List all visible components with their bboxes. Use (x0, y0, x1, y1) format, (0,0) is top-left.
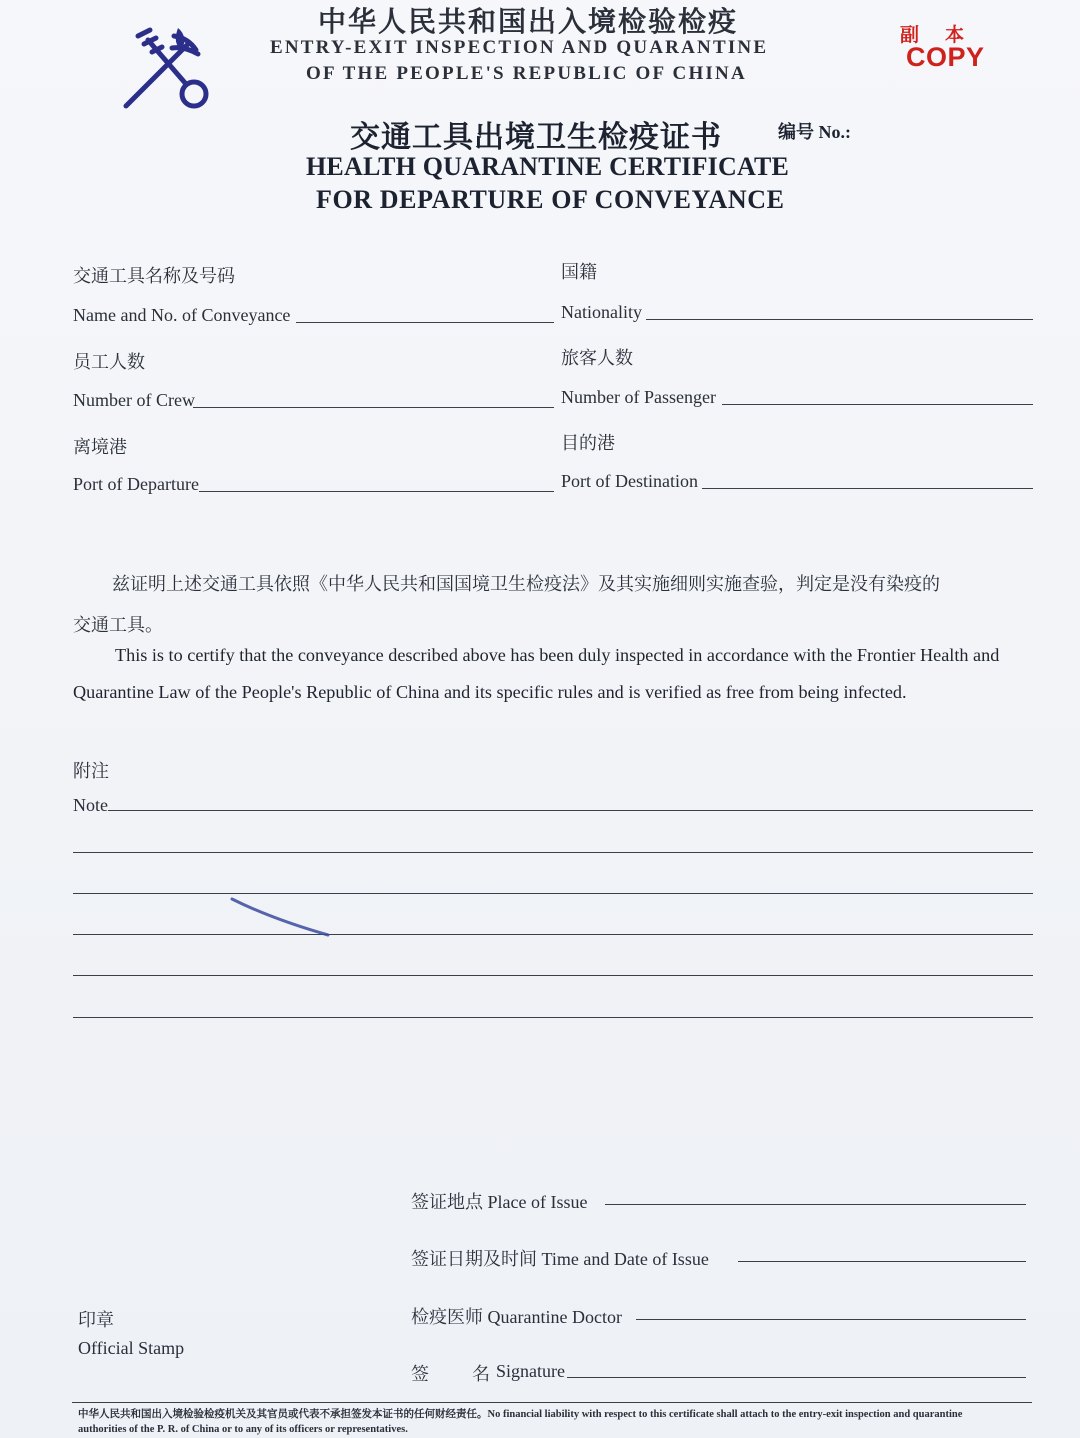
certificate-number-label: 编号 No.: (778, 122, 851, 142)
statement-en-line1: This is to certify that the conveyance described above has been duly inspected in accordance with the Frontier Health and (115, 645, 1000, 665)
certificate-title-en-line1: HEALTH QUARANTINE CERTIFICATE (306, 152, 790, 181)
copy-mark-en: COPY (906, 42, 985, 72)
org-name-zh: 中华人民共和国出入境检验检疫 (318, 5, 739, 38)
footer-disclaimer-line2: authorities of the P. R. of China or to any of its officers or representatives. (78, 1424, 408, 1435)
destination-label-en: Port of Destination (561, 471, 698, 491)
quarantine-doctor-label: 检疫医师 Quarantine Doctor (411, 1307, 622, 1327)
footer-disclaimer-line1: 中华人民共和国出入境检验检疫机关及其官员或代表不承担签发本证书的任何财经责任。No financial liability with respect to this certificate shall attach to the entry-exit inspection and quarantine (78, 1409, 963, 1420)
note-line[interactable] (73, 852, 1033, 853)
note-label-zh: 附注 (73, 761, 109, 782)
destination-label-zh: 目的港 (561, 433, 615, 454)
crew-label-zh: 员工人数 (73, 352, 145, 373)
departure-label-en: Port of Departure (73, 474, 199, 494)
pen-stroke-mark (228, 895, 338, 940)
departure-label-zh: 离境港 (73, 437, 127, 458)
note-line[interactable] (73, 975, 1033, 976)
signature-field[interactable] (567, 1377, 1026, 1378)
official-stamp-label-zh: 印章 (78, 1310, 114, 1331)
date-of-issue-label: 签证日期及时间 Time and Date of Issue (411, 1249, 709, 1269)
footer-divider (72, 1402, 1032, 1403)
statement-en-line2: Quarantine Law of the People's Republic of China and its specific rules and is verified as free from being infected. (73, 682, 907, 702)
note-line[interactable] (73, 934, 1033, 935)
date-of-issue-field[interactable] (738, 1261, 1026, 1262)
certificate-title-en-line2: FOR DEPARTURE OF CONVEYANCE (316, 185, 785, 214)
place-of-issue-label: 签证地点 Place of Issue (411, 1192, 588, 1212)
crew-field[interactable] (193, 407, 554, 408)
note-line[interactable] (108, 810, 1033, 811)
destination-field[interactable] (702, 488, 1033, 489)
departure-field[interactable] (199, 491, 554, 492)
passenger-label-zh: 旅客人数 (561, 348, 633, 369)
signature-label-en: Signature (496, 1361, 565, 1381)
statement-zh-line1: 兹证明上述交通工具依照《中华人民共和国国境卫生检疫法》及其实施细则实施查验，判定是没有染疫的 (112, 574, 940, 595)
nationality-label-zh: 国籍 (561, 262, 597, 283)
crew-label-en: Number of Crew (73, 390, 195, 410)
conveyance-label-zh: 交通工具名称及号码 (73, 266, 235, 287)
nationality-field[interactable] (646, 319, 1033, 320)
note-line[interactable] (73, 1017, 1033, 1018)
signature-label-zh: 签 (411, 1364, 429, 1385)
note-label-en: Note (73, 795, 108, 815)
official-stamp-label-en: Official Stamp (78, 1338, 185, 1358)
note-line[interactable] (73, 893, 1033, 894)
conveyance-field[interactable] (296, 322, 554, 323)
quarantine-doctor-field[interactable] (636, 1319, 1026, 1320)
signature-label-zh-2: 名 (472, 1364, 490, 1385)
certificate-title-zh: 交通工具出境卫生检疫证书 (350, 120, 722, 155)
conveyance-label-en: Name and No. of Conveyance (73, 305, 291, 325)
org-name-en-line1: ENTRY-EXIT INSPECTION AND QUARANTINE (270, 37, 769, 58)
org-name-en-line2: OF THE PEOPLE'S REPUBLIC OF CHINA (306, 63, 747, 84)
nationality-label-en: Nationality (561, 302, 642, 322)
passenger-label-en: Number of Passenger (561, 387, 716, 407)
copy-mark-zh: 副本 (900, 24, 991, 46)
place-of-issue-field[interactable] (605, 1204, 1026, 1205)
key-caduceus-emblem-icon (118, 22, 218, 114)
statement-zh-line2: 交通工具。 (73, 615, 163, 636)
passenger-field[interactable] (722, 404, 1033, 405)
